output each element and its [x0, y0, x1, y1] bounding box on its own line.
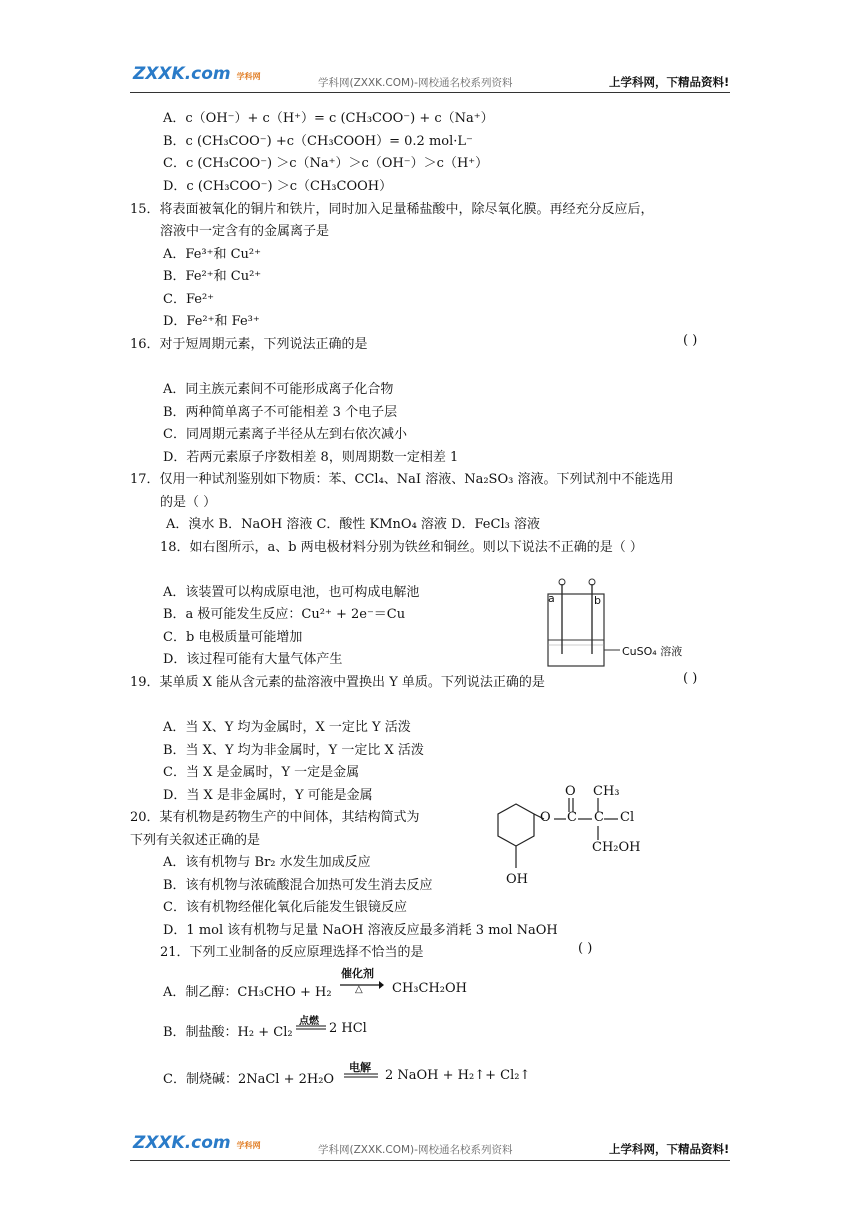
struct-o-top: O [565, 784, 576, 799]
option-18-b: B．a 极可能发生反应：Cu²⁺ + 2e⁻＝Cu [163, 607, 406, 622]
option-21-c-right: 2 NaOH + H₂↑+ Cl₂↑ [385, 1068, 531, 1083]
ignite-label: 点燃 [299, 1016, 319, 1027]
heat-label: △ [355, 984, 363, 995]
footer-logo-small: 学科网 [236, 1141, 261, 1150]
electrode-a-label: a [548, 592, 555, 605]
question-15-cont: 溶液中一定含有的金属离子是 [160, 224, 330, 239]
answer-paren-16: ( ) [683, 333, 698, 348]
options-17: A．溴水 B．NaOH 溶液 C．酸性 KMnO₄ 溶液 D．FeCl₃ 溶液 [166, 517, 540, 532]
footer-center-text: 学科网(ZXXK.COM)-网校通名校系列资料 [318, 1144, 513, 1156]
option-19-b: B．当 X、Y 均为非金属时，Y 一定比 X 活泼 [163, 743, 424, 758]
footer-rule [130, 1160, 730, 1161]
header-center-text: 学科网(ZXXK.COM)-网校通名校系列资料 [318, 77, 513, 89]
question-17-cont: 的是（ ） [160, 495, 217, 510]
struct-ch2oh: CH₂OH [592, 840, 641, 855]
question-19: 19．某单质 X 能从含元素的盐溶液中置换出 Y 单质。下列说法正确的是 [130, 675, 545, 690]
struct-oh: OH [506, 872, 528, 887]
option-16-a: A．同主族元素间不可能形成离子化合物 [163, 382, 394, 397]
option-15-a: A．Fe³⁺和 Cu²⁺ [163, 247, 261, 262]
option-21-c-left: C．制烧碱：2NaCl + 2H₂O [163, 1072, 335, 1087]
question-16: 16．对于短周期元素，下列说法正确的是 [130, 337, 368, 352]
line-14-b: B．c (CH₃COO⁻) +c（CH₃COOH）= 0.2 mol·L⁻ [163, 134, 473, 149]
question-20-cont: 下列有关叙述正确的是 [130, 833, 261, 848]
electrolysis-equals-icon [344, 1073, 378, 1079]
struct-c2: C [594, 810, 604, 825]
option-16-d: D．若两元素原子序数相差 8，则周期数一定相差 1 [163, 450, 459, 465]
option-16-c: C．同周期元素离子半径从左到右依次减小 [163, 427, 407, 442]
option-18-c: C．b 电极质量可能增加 [163, 630, 303, 645]
electrode-b-label: b [594, 594, 601, 607]
header-right-text: 上学科网，下精品资料! [609, 75, 730, 89]
ignite-equals-icon [296, 1025, 326, 1031]
option-21-a-left: A．制乙醇：CH₃CHO + H₂ [163, 985, 332, 1000]
option-15-b: B．Fe²⁺和 Cu²⁺ [163, 269, 262, 284]
benzene-ring [498, 804, 534, 846]
cuso4-label: CuSO₄ 溶液 [622, 645, 683, 658]
option-18-d: D．该过程可能有大量气体产生 [163, 652, 343, 667]
option-21-b-right: 2 HCl [329, 1021, 367, 1036]
line-14-a: A．c（OH⁻）+ c（H⁺）= c (CH₃COO⁻) + c（Na⁺） [163, 111, 494, 126]
header-logo-text: ZXXK.com [133, 64, 231, 84]
line-14-c: C．c (CH₃COO⁻) ＞c（Na⁺）＞c（OH⁻）＞c（H⁺） [163, 156, 489, 171]
header-rule [130, 92, 730, 93]
option-18-a: A．该装置可以构成原电池，也可构成电解池 [163, 585, 420, 600]
option-21-b-left: B．制盐酸：H₂ + Cl₂ [163, 1025, 293, 1040]
struct-cl: Cl [620, 810, 635, 825]
footer-logo-text: ZXXK.com [133, 1133, 231, 1153]
option-19-c: C．当 X 是金属时，Y 一定是金属 [163, 765, 360, 780]
answer-paren-21: ( ) [578, 941, 593, 956]
question-17: 17．仅用一种试剂鉴别如下物质：苯、CCl₄、NaI 溶液、Na₂SO₃ 溶液。下列试剂中不能选用 [130, 472, 674, 487]
footer-right-text: 上学科网，下精品资料! [609, 1142, 730, 1156]
electrolysis-label: 电解 [349, 1061, 371, 1074]
option-20-a: A．该有机物与 Br₂ 水发生加成反应 [163, 855, 371, 870]
option-20-d: D．1 mol 该有机物与足量 NaOH 溶液反应最多消耗 3 mol NaOH [163, 923, 558, 938]
option-21-a-right: CH₃CH₂OH [392, 981, 467, 996]
header-logo [133, 64, 261, 84]
option-20-b: B．该有机物与浓硫酸混合加热可发生消去反应 [163, 878, 433, 893]
question-21: 21．下列工业制备的反应原理选择不恰当的是 [160, 945, 424, 960]
question-15: 15．将表面被氧化的铜片和铁片，同时加入足量稀盐酸中，除尽氧化膜。再经充分反应后， [130, 202, 654, 217]
option-16-b: B．两种简单离子不可能相差 3 个电子层 [163, 405, 398, 420]
option-15-d: D．Fe²⁺和 Fe³⁺ [163, 314, 260, 329]
catalyst-label: 催化剂 [341, 967, 374, 980]
option-19-a: A．当 X、Y 均为金属时，X 一定比 Y 活泼 [163, 720, 411, 735]
header-logo-small: 学科网 [236, 72, 261, 81]
question-20: 20．某有机物是药物生产的中间体，其结构简式为 [130, 810, 420, 825]
option-19-d: D．当 X 是非金属时，Y 可能是金属 [163, 788, 373, 803]
option-15-c: C．Fe²⁺ [163, 292, 215, 307]
answer-paren-19: ( ) [683, 671, 698, 686]
struct-c1: C [567, 810, 577, 825]
question-18: 18．如右图所示，a、b 两电极材料分别为铁丝和铜丝。则以下说法不正确的是（ ） [160, 540, 643, 555]
footer-logo [133, 1133, 261, 1153]
option-20-c: C．该有机物经催化氧化后能发生银镜反应 [163, 900, 407, 915]
line-14-d: D．c (CH₃COO⁻) ＞c（CH₃COOH） [163, 179, 393, 194]
struct-ch3: CH₃ [593, 784, 620, 799]
struct-o-ester: O [540, 810, 551, 825]
